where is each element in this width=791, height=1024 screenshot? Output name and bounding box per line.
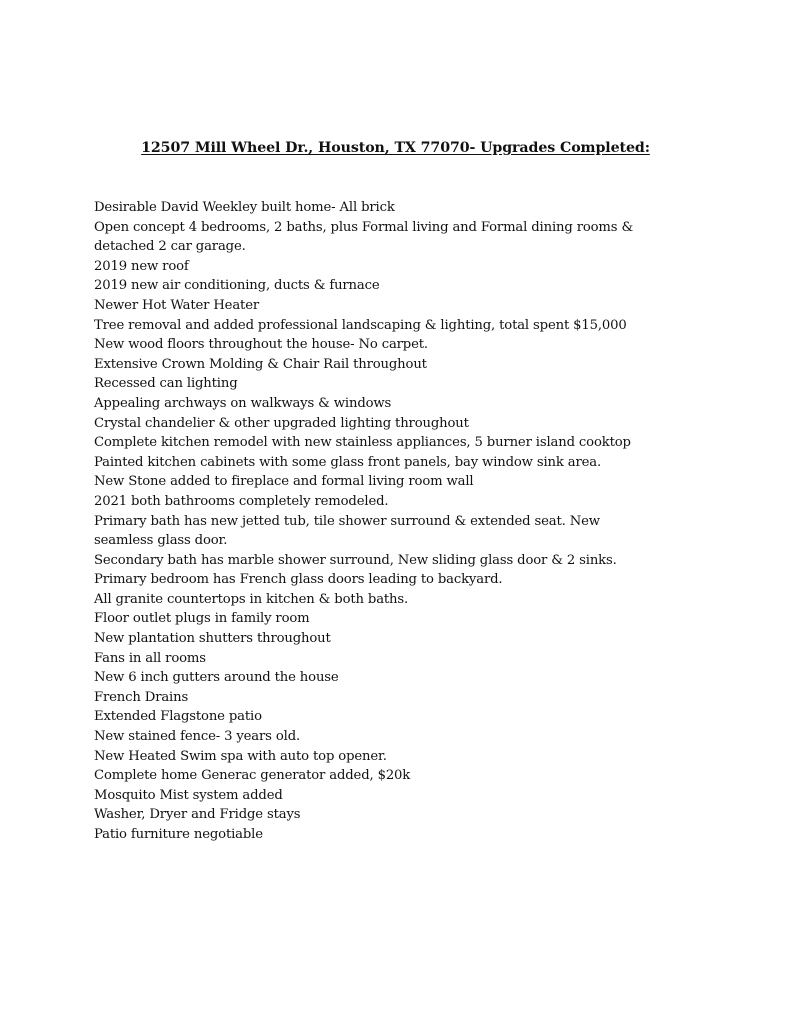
upgrade-line: New wood floors throughout the house- No carpet. <box>94 337 428 353</box>
upgrade-line: detached 2 car garage. <box>94 239 246 255</box>
upgrade-line: Fans in all rooms <box>94 650 206 666</box>
upgrade-line: 2019 new roof <box>94 258 189 274</box>
upgrade-line: Washer, Dryer and Fridge stays <box>94 807 301 823</box>
upgrade-line: seamless glass door. <box>94 533 228 549</box>
upgrade-line: Floor outlet plugs in family room <box>94 611 310 627</box>
upgrade-line: Primary bath has new jetted tub, tile shower surround & extended seat. New <box>94 513 600 529</box>
upgrade-line: Complete home Generac generator added, $20k <box>94 768 411 784</box>
upgrade-line: 2019 new air conditioning, ducts & furnace <box>94 278 380 294</box>
upgrade-line: New 6 inch gutters around the house <box>94 670 339 686</box>
upgrade-line: New Stone added to fireplace and formal living room wall <box>94 474 474 490</box>
upgrade-line: Open concept 4 bedrooms, 2 baths, plus Formal living and Formal dining rooms & <box>94 219 634 235</box>
upgrade-line: Appealing archways on walkways & windows <box>94 395 392 411</box>
upgrade-line: Patio furniture negotiable <box>94 827 263 842</box>
upgrade-line: Painted kitchen cabinets with some glass front panels, bay window sink area. <box>94 454 602 470</box>
upgrade-line: Complete kitchen remodel with new stainless appliances, 5 burner island cooktop <box>94 435 631 451</box>
upgrade-line: New Heated Swim spa with auto top opener. <box>94 748 387 764</box>
upgrade-line: Primary bedroom has French glass doors leading to backyard. <box>94 572 503 588</box>
upgrade-line: Extensive Crown Molding & Chair Rail throughout <box>94 356 427 372</box>
upgrade-line: Crystal chandelier & other upgraded lighting throughout <box>94 415 469 431</box>
upgrade-line: French Drains <box>94 689 189 705</box>
upgrade-line: New stained fence- 3 years old. <box>94 729 301 745</box>
upgrade-line: 2021 both bathrooms completely remodeled. <box>94 493 389 509</box>
upgrade-line: Desirable David Weekley built home- All brick <box>94 200 395 215</box>
upgrade-line: Tree removal and added professional landscaping & lighting, total spent $15,000 <box>94 317 627 333</box>
upgrade-line: Mosquito Mist system added <box>94 787 283 803</box>
upgrades-list <box>94 198 694 845</box>
document-title: 12507 Mill Wheel Dr., Houston, TX 77070- Upgrades Completed: <box>141 140 650 156</box>
upgrade-line: All granite countertops in kitchen & both baths. <box>94 591 409 607</box>
upgrade-line: Newer Hot Water Heater <box>94 297 260 313</box>
upgrade-line: Recessed can lighting <box>94 376 238 392</box>
upgrade-line: Extended Flagstone patio <box>94 709 262 725</box>
upgrade-line: New plantation shutters throughout <box>94 631 331 647</box>
upgrade-line: Secondary bath has marble shower surround, New sliding glass door & 2 sinks. <box>94 552 617 568</box>
